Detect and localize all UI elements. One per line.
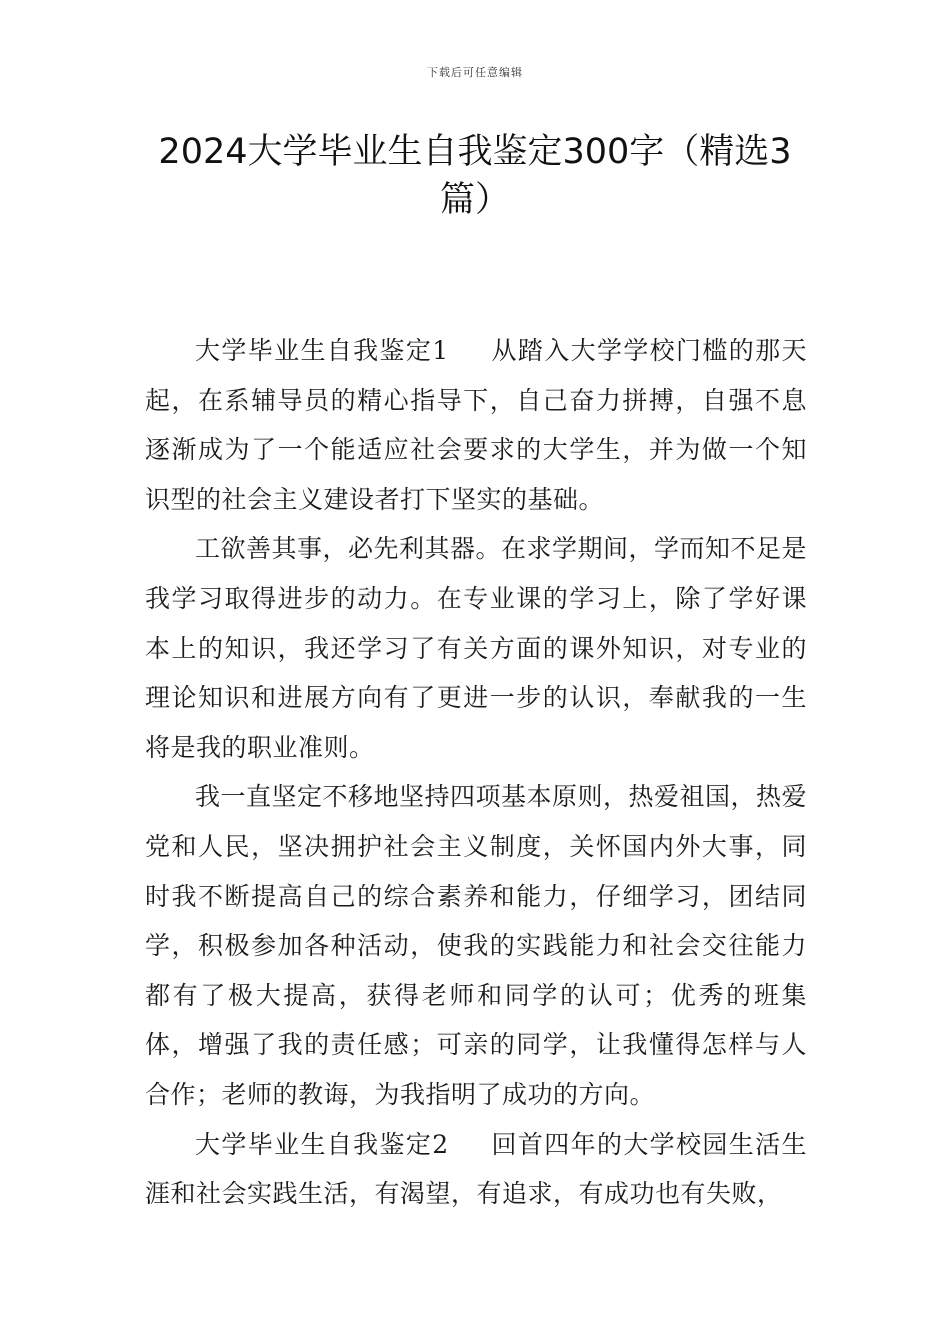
paragraph-4 <box>145 1120 807 1219</box>
section-heading-1: 大学毕业生自我鉴定1 <box>195 336 449 365</box>
header-note: 下载后可任意编辑 <box>427 66 523 79</box>
paragraph-3 <box>145 772 807 1119</box>
document-title: 2024大学毕业生自我鉴定300字（精选3篇） <box>158 132 792 220</box>
paragraph-1 <box>145 326 807 524</box>
section-heading-2: 大学毕业生自我鉴定2 <box>195 1129 449 1159</box>
paragraph-2 <box>145 524 807 772</box>
paragraph-text: 我一直坚定不移地坚持四项基本原则，热爱祖国，热爱党和人民，坚决拥护社会主义制度，关怀国内外大事，同时我不断提高自己的综合素养和能力，仔细学习，团结同学，积极参加各种活动，使我的实践能力和社会交往能力都有了极大提高，获得老师和同学的认可；优秀的班集体，增强了我的责任感；可亲的同学，让我懂得怎样与人合作；老师的教诲，为我指明了成功的方向。 <box>145 782 808 1109</box>
paragraph-text: 回首四年的大学校园生活生涯和社会实践生活，有渴望，有追求，有成功也有失败， <box>145 1129 807 1209</box>
paragraph-text: 从踏入大学学校门槛的那天起，在系辅导员的精心指导下，自己奋力拼搏，自强不息逐渐成为了一个能适应社会要求的大学生，并为做一个知识型的社会主义建设者打下坚实的基础。 <box>145 336 807 514</box>
document-body <box>145 326 807 1219</box>
paragraph-text: 工欲善其事，必先利其器。在求学期间，学而知不足是我学习取得进步的动力。在专业课的学习上，除了学好课本上的知识，我还学习了有关方面的课外知识，对专业的理论知识和进展方向有了更进一步的认识，奉献我的一生将是我的职业准则。 <box>145 534 808 762</box>
